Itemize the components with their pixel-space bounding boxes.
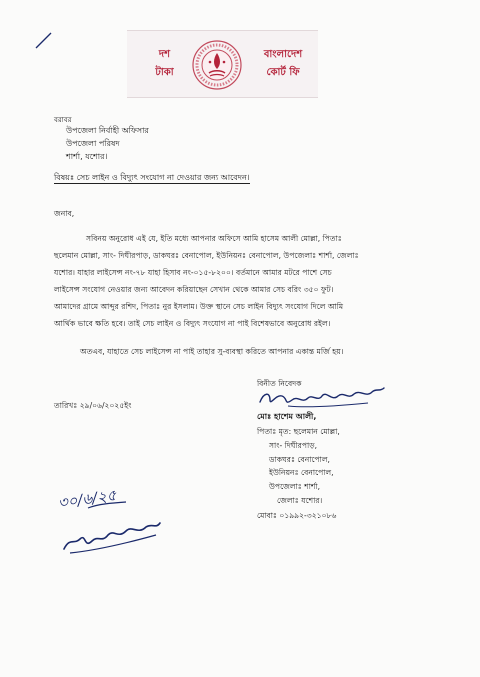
salutation: বরাবর xyxy=(54,116,72,124)
sender-upazila: উপজেলাঃ শার্শা, xyxy=(269,482,321,491)
sender-union: ইউনিয়নঃ বেনাপোল, xyxy=(269,468,334,477)
signature-closing: বিনীত নিবেদক xyxy=(257,379,302,388)
stamp-currency: টাকা xyxy=(155,67,174,78)
recipient-line-1: উপজেলা নির্বাহী অফিসার xyxy=(66,126,149,135)
body-line-4: লাইসেন্স সংযোগ নেওয়ার জন্য আবেদন করিয়াছেন সেখান থেকে আমার সেচ বরিং ৩৫০ ফুট। xyxy=(54,285,334,294)
greeting: জনাব, xyxy=(54,209,75,218)
stamp-country: বাংলাদেশ xyxy=(263,49,303,60)
body-line-1: সবিনয় অনুরোধ এই যে, ইতি মধ্যে আপনার অফিসে আমি হাসেম আলী মোল্লা, পিতাঃ xyxy=(86,234,342,243)
handwritten-signature xyxy=(258,384,388,410)
stamp-right-text xyxy=(252,46,314,82)
recipient-line-2: উপজেলা পরিষদ xyxy=(66,139,120,148)
sender-district: জেলাঃ যশোর। xyxy=(277,496,323,505)
stamp-denomination: দশ xyxy=(158,49,171,60)
body-line-3: যশোর। যাহার লাইসেন্স নং-৭৮ যাহা হিসাব নং-০১৫-৮২০০। বর্তমানে আমার মটরে পাশে সেচ xyxy=(54,268,332,277)
recipient-line-3: শার্শা, যশোর। xyxy=(66,152,108,161)
sender-name: মোঃ হাশেম আলী, xyxy=(257,412,317,421)
body-line-6: আর্থিক ভাবে ক্ষতি হবে। তাই সেচ লাইন ও বিদ্যুৎ সংযোগ না পাই বিশেষভাবে অনুরোধ রইল। xyxy=(54,319,331,328)
emblem-icon xyxy=(191,39,243,91)
pen-stroke-mark xyxy=(34,30,54,50)
handwritten-initials xyxy=(60,515,165,559)
date: তারিখঃ ২৯/০৬/২০২৫ইং xyxy=(54,401,132,410)
handwritten-underline xyxy=(86,500,128,510)
body-line-5: আমাদের গ্রামে আব্দুর রশিদ, পিতাঃ নুর ইসলাম। উক্ত স্থানে সেচ লাইন বিদ্যুৎ সংযোগ দিলে আমি xyxy=(54,302,344,311)
body-line-2: ছলেমান মোল্লা, সাং- দিঘীরপাড়, ডাকঘরঃ বেনাপোল, ইউনিয়নঃ বেনাপোল, উপজেলাঃ শার্শা, জেলাঃ xyxy=(54,251,359,260)
court-fee-stamp xyxy=(127,30,318,98)
closing-paragraph: অতএব, যাহাতে সেচ লাইসেন্স না পাই তাহার সু-ব্যবস্থা করিতে আপনার একান্ত মর্জি হয়। xyxy=(80,347,344,356)
subject-line xyxy=(54,172,250,185)
handwritten-date-note: ৩০/৬/২৫ xyxy=(56,486,118,513)
sender-village: সাং- দিঘীরপাড়, xyxy=(269,441,318,450)
sender-mobile: মোবাঃ ০১৯৯২-৩২১০৮৬ xyxy=(257,511,337,520)
sender-father: পিতাঃ মৃত: ছলেমান মোল্লা, xyxy=(257,427,340,436)
subject-text: বিষয়ঃ সেচ লাইন ও বিদ্যুৎ সংযোগ না দেওয়ার জন্য আবেদন। xyxy=(54,173,250,182)
stamp-left-text xyxy=(137,46,192,82)
sender-post-office: ডাকঘরঃ বেনাপোল, xyxy=(269,455,330,464)
stamp-type: কোর্ট ফি xyxy=(266,67,300,78)
